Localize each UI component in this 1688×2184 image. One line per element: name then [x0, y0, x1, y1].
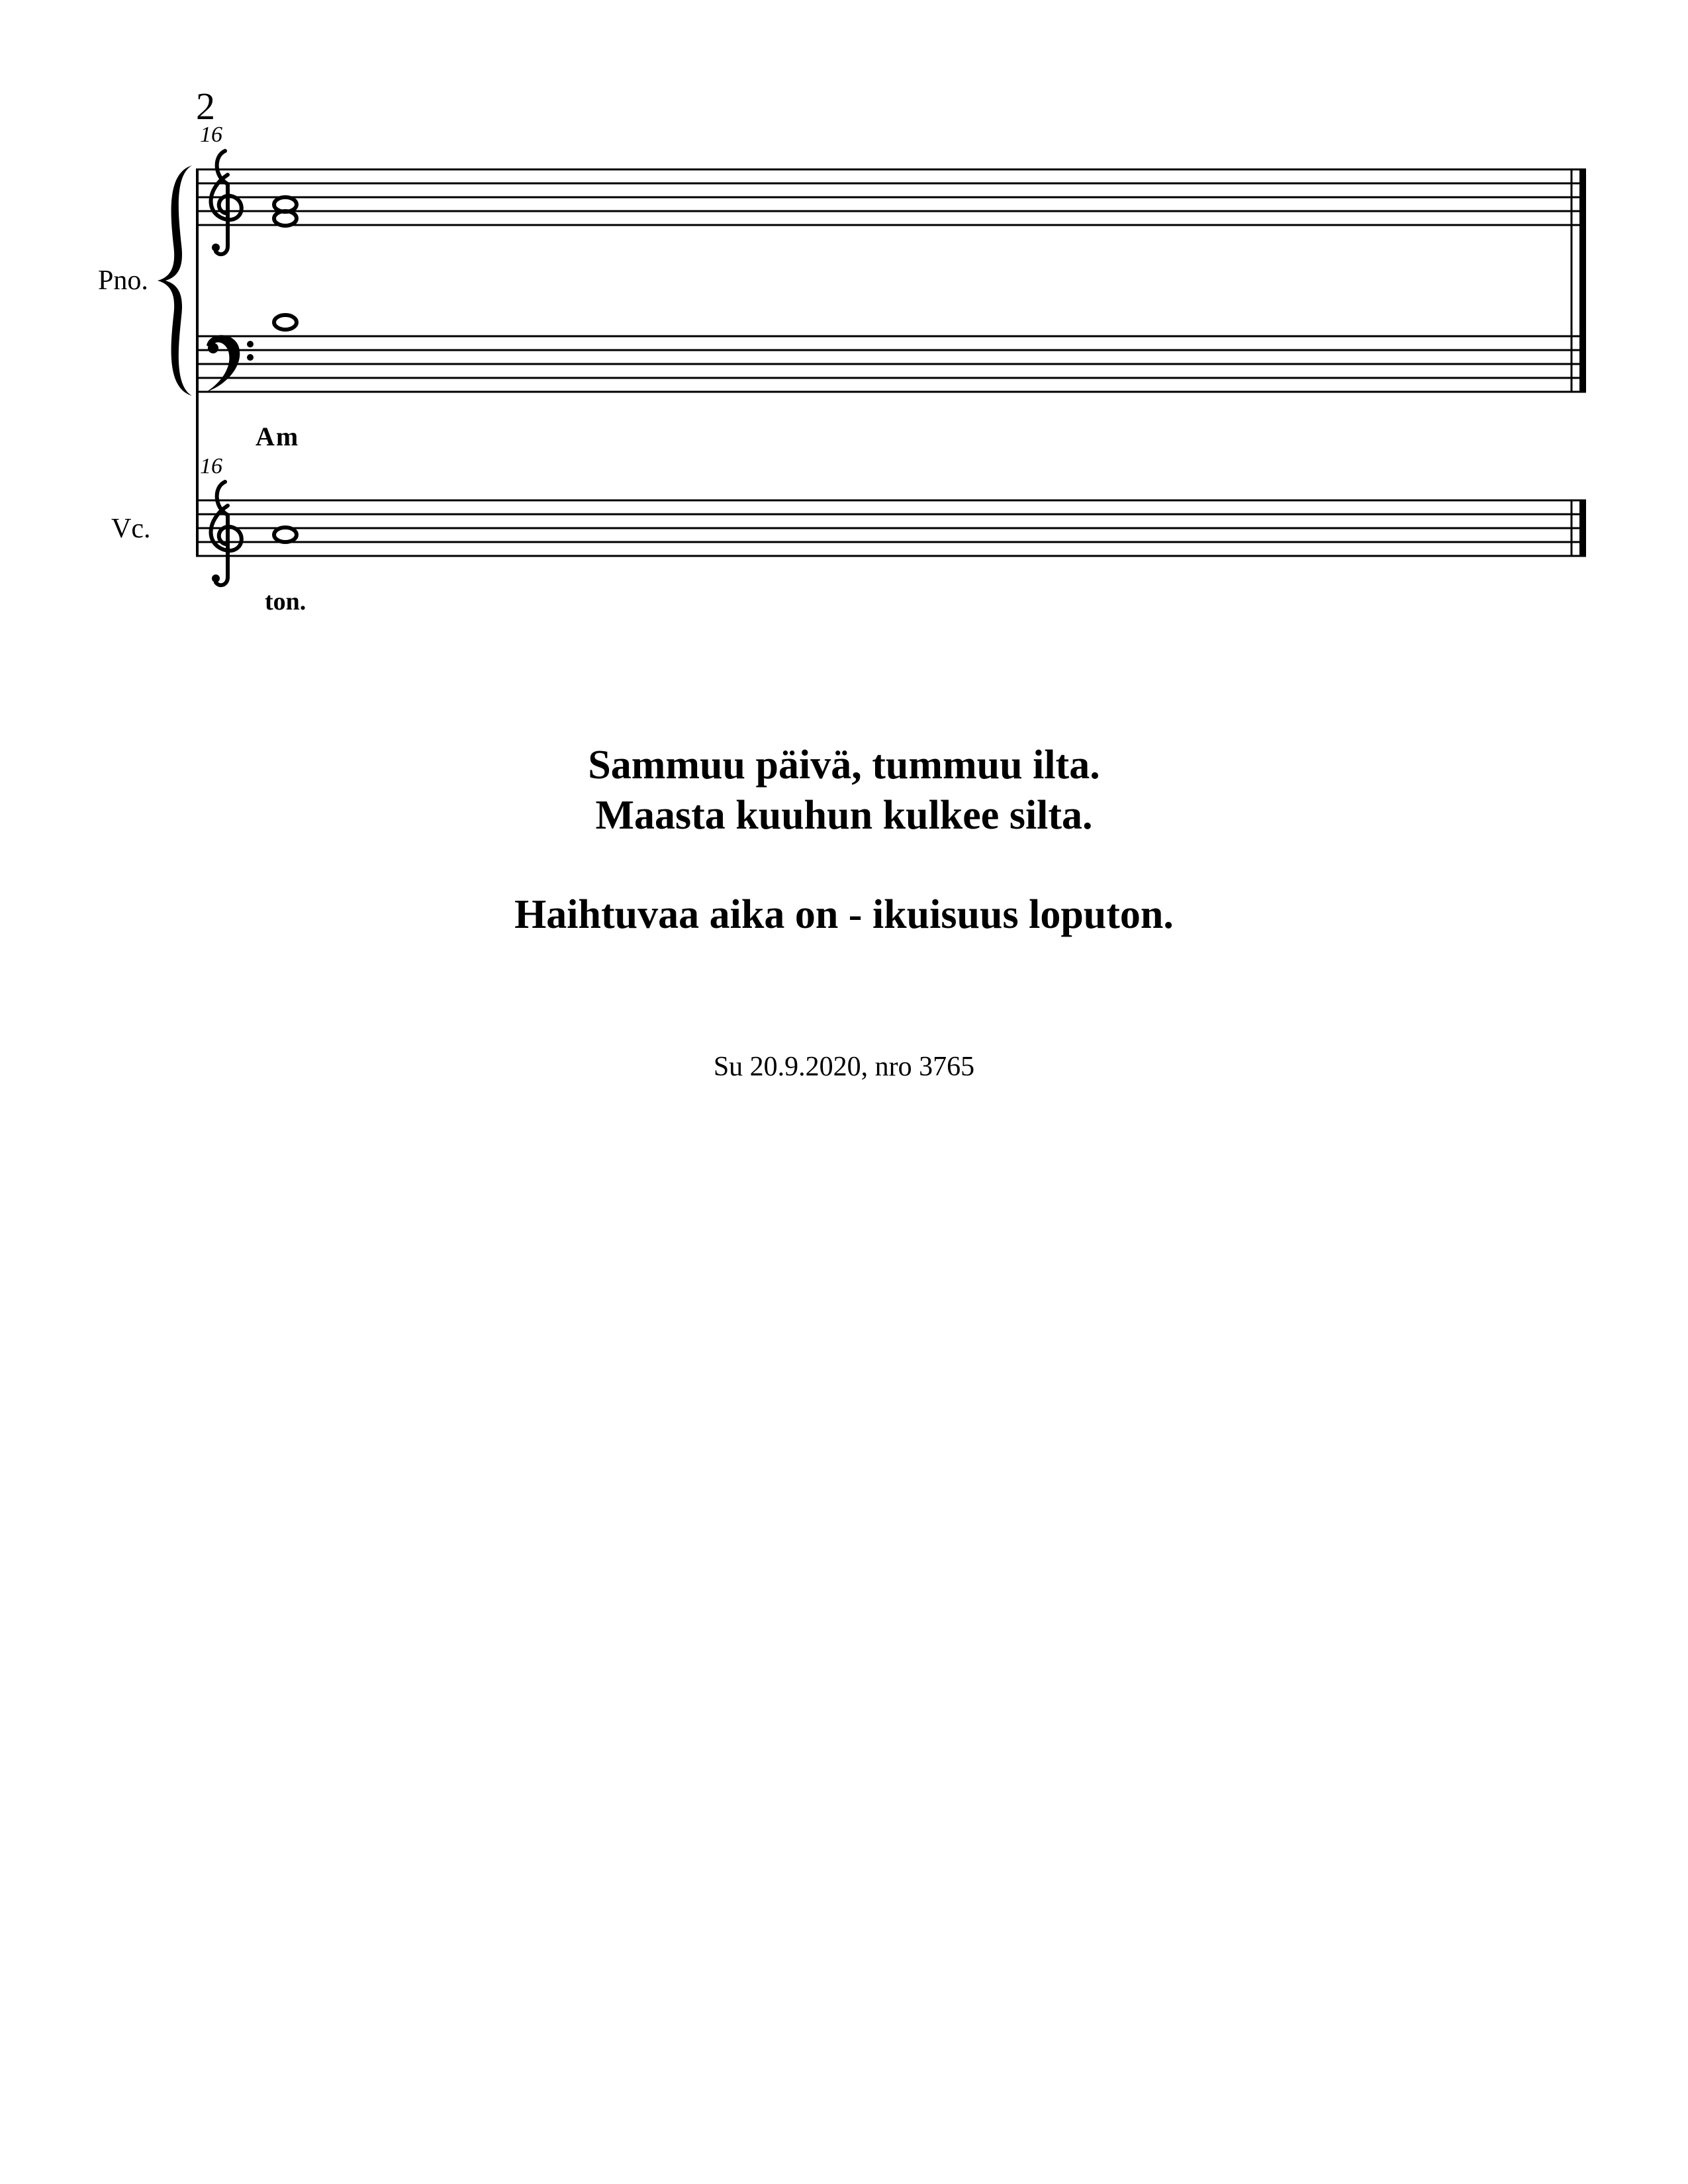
music-score	[0, 0, 1688, 662]
chord-symbol: Am	[256, 422, 300, 451]
piano-brace-icon	[158, 165, 192, 396]
poem-line-3: Haihtuvaa aika on - ikuisuus loputon.	[514, 892, 1174, 937]
treble-clef-icon	[211, 151, 242, 254]
piano-final-barline	[1571, 169, 1586, 392]
poem-line-1: Sammuu päivä, tummuu ilta.	[588, 743, 1100, 788]
measure-number-piano: 16	[200, 122, 222, 147]
date-and-number: Su 20.9.2020, nro 3765	[713, 1052, 975, 1082]
piano-treble-staff	[196, 169, 1586, 225]
vocal-label: Vc.	[111, 514, 151, 544]
lyric-syllable: ton.	[265, 588, 306, 615]
measure-number-vocal: 16	[200, 454, 222, 478]
piano-label: Pno.	[98, 265, 148, 296]
piano-bass-staff	[196, 336, 1586, 392]
vocal-staff	[196, 500, 1586, 556]
piano-bass-whole-note	[274, 315, 297, 330]
piano-treble-chord	[274, 197, 297, 226]
vocal-whole-note	[274, 527, 297, 542]
page-number: 2	[196, 85, 215, 128]
poem-line-2: Maasta kuuhun kulkee silta.	[595, 793, 1093, 838]
treble-clef-vocal-icon	[211, 482, 242, 585]
